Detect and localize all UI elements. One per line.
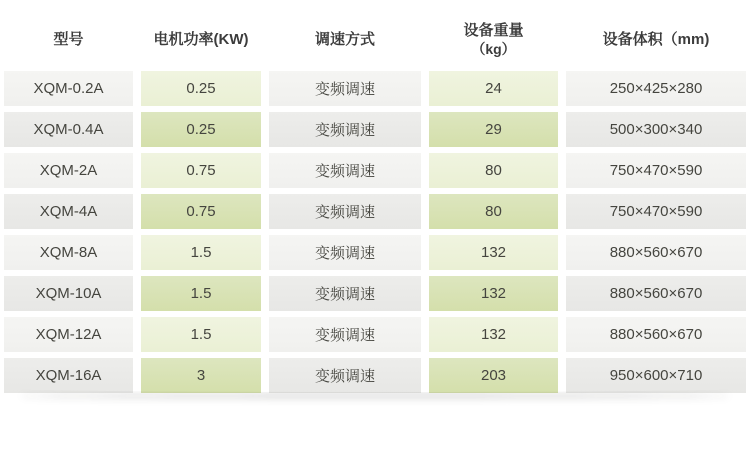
cell-speed: 变频调速 (269, 235, 421, 270)
cell-power: 0.25 (141, 71, 261, 106)
cell-volume: 250×425×280 (566, 71, 746, 106)
column-header-power (141, 0, 261, 65)
cell-weight: 29 (429, 112, 558, 147)
cell-power: 0.25 (141, 112, 261, 147)
column-header-volume-label: 设备体积（mm) (602, 30, 710, 48)
cell-model: XQM-0.2A (4, 71, 133, 106)
cell-power: 1.5 (141, 317, 261, 352)
cell-weight: 132 (429, 317, 558, 352)
cell-model: XQM-2A (4, 153, 133, 188)
cell-power: 3 (141, 358, 261, 393)
cell-model: XQM-8A (4, 235, 133, 270)
cell-volume: 880×560×670 (566, 276, 746, 311)
cell-weight: 132 (429, 276, 558, 311)
table-drop-shadow (18, 386, 732, 392)
column-header-weight-label: 设备重量 (463, 21, 524, 39)
cell-weight: 132 (429, 235, 558, 270)
cell-volume: 880×560×670 (566, 235, 746, 270)
cell-model: XQM-12A (4, 317, 133, 352)
cell-speed: 变频调速 (269, 153, 421, 188)
spec-table (4, 0, 746, 393)
column-header-power-label: 电机功率(KW) (153, 30, 249, 48)
cell-volume: 750×470×590 (566, 194, 746, 229)
cell-model: XQM-10A (4, 276, 133, 311)
column-header-model-label: 型号 (53, 30, 84, 48)
column-header-speed-label: 调速方式 (314, 30, 375, 48)
column-header-weight-sub: （kg） (471, 40, 516, 57)
column-header-volume (566, 0, 746, 65)
cell-power: 0.75 (141, 153, 261, 188)
cell-weight: 80 (429, 153, 558, 188)
cell-speed: 变频调速 (269, 358, 421, 393)
column-header-weight (429, 0, 558, 65)
cell-volume: 500×300×340 (566, 112, 746, 147)
cell-volume: 950×600×710 (566, 358, 746, 393)
cell-volume: 880×560×670 (566, 317, 746, 352)
column-header-speed (269, 0, 421, 65)
cell-model: XQM-0.4A (4, 112, 133, 147)
cell-weight: 80 (429, 194, 558, 229)
cell-model: XQM-16A (4, 358, 133, 393)
cell-speed: 变频调速 (269, 112, 421, 147)
cell-speed: 变频调速 (269, 317, 421, 352)
cell-speed: 变频调速 (269, 194, 421, 229)
cell-weight: 203 (429, 358, 558, 393)
cell-weight: 24 (429, 71, 558, 106)
cell-model: XQM-4A (4, 194, 133, 229)
column-header-model (4, 0, 133, 65)
cell-power: 1.5 (141, 276, 261, 311)
cell-power: 0.75 (141, 194, 261, 229)
cell-speed: 变频调速 (269, 276, 421, 311)
cell-volume: 750×470×590 (566, 153, 746, 188)
cell-power: 1.5 (141, 235, 261, 270)
cell-speed: 变频调速 (269, 71, 421, 106)
